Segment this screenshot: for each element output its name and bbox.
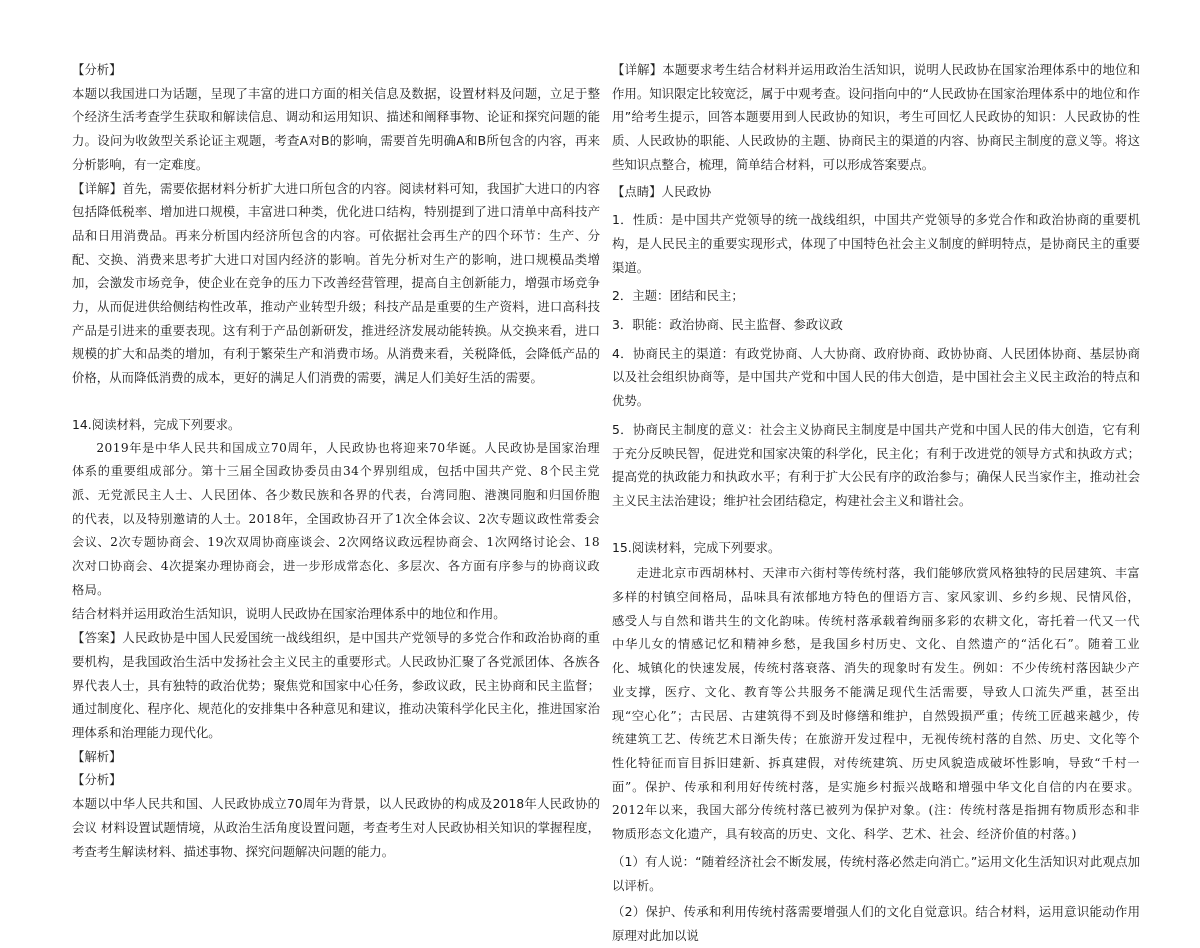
detail-text: 【详解】首先，需要依据材料分析扩大进口所包含的内容。阅读材料可知，我国扩大进口的内容包括降低税率、增加进口规模，丰富进口种类，优化进口结构，特别提到了进口清单中高科技产品和日用消费品。再来分析国内经济所包含的内容。可依据社会再生产的四个环节：生产、分配、交换、消费来思考扩大进口对国内经济的影响。首先分析对生产的影响，进口规模品类增加，会激发市场竞争，使企业在竞争的压力下改善经营管理，提高自主创新能力，增强市场竞争力，从而促进供给侧结构性改革，推动产业转型升级；科技产品是重要的生产资料，进口高科技产品是引进来的重要表现。这有利于产品创新研发，推进经济发展动能转换。从交换来看，进口规模的扩大和品类的增加，有利于繁荣生产和消费市场。从消费来看，关税降低，会降低产品的价格，从而降低消费的成本，更好的满足人们消费的需要，满足人们美好生活的需要。 <box>72 180 600 386</box>
analysis-text-2: 本题以中华人民共和国、人民政协成立70周年为背景，以人民政协的构成及2018年人民政协的会议 材料设置试题情境，从政治生活角度设置问题，考查考生对人民政协相关知识的掌握程度，考查考生解读材料、描述事物、探究问题解决问题的能力。 <box>72 796 600 859</box>
question-15-title: 15.阅读材料，完成下列要求。 <box>612 539 781 555</box>
explanation-heading: 【解析】 <box>72 748 122 764</box>
tip-item: 3．职能：政治协商、民主监督、参政议政 <box>612 317 843 333</box>
detail-text-2: 【详解】本题要求考生结合材料并运用政治生活知识，说明人民政协在国家治理体系中的地位和作用。知识限定比较宽泛，属于中观考查。设问指向中的“人民政协在国家治理体系中的地位和作用”给考生提示，回答本题要用到人民政协的知识，考生可回忆人民政协的知识：人民政协的性质、人民政协的职能、人民政协的主题、协商民主的渠道的内容、协商民主制度的意义等。将这些知识点整合，梳理，简单结合材料，可以形成答案要点。 <box>612 62 1140 172</box>
tip-item: 1．性质：是中国共产党领导的统一战线组织，中国共产党领导的多党合作和政治协商的重要机构，是人民民主的重要实现形式，体现了中国特色社会主义制度的鲜明特点，是协商民主的重要渠道。 <box>612 212 1140 275</box>
analysis-heading: 【分析】 <box>72 62 122 77</box>
answer-text: 【答案】人民政协是中国人民爱国统一战线组织，是中国共产党领导的多党合作和政治协商的重要机构，是我国政治生活中发扬社会主义民主的重要形式。人民政协汇聚了各党派团体、各族各界代表人士，具有独特的政治优势；聚焦党和国家中心任务，参政议政，民主协商和民主监督；通过制度化、程序化、规范化的安排集中各种意见和建议，推动决策科学化民主化，推进国家治理体系和治理能力现代化。 <box>72 630 600 740</box>
question-15-sub-1: （1）有人说：“随着经济社会不断发展，传统村落必然走向消亡。”运用文化生活知识对此观点加以评析。 <box>612 853 1140 893</box>
tip-list <box>612 208 1140 512</box>
tip-heading: 【点睛】人民政协 <box>612 183 712 199</box>
tip-item: 4．协商民主的渠道：有政党协商、人大协商、政府协商、政协协商、人民团体协商、基层协商以及社会组织协商等，是中国共产党和中国人民的伟大创造，是中国社会主义民主政治的特点和优势。 <box>612 345 1140 409</box>
question-14-title: 14.阅读材料，完成下列要求。 <box>72 416 241 432</box>
question-14-material: 2019年是中华人民共和国成立70周年，人民政协也将迎来70华诞。人民政协是国家治理体系的重要组成部分。第十三届全国政协委员由34个界别组成，包括中国共产党、8个民主党派、无党派民主人士、人民团体、各少数民族和各界的代表，台湾同胞、港澳同胞和归国侨胞的代表，以及特别邀请的人士。2018年，全国政协召开了1次全体会议、2次专题议政性常委会会议、2次专题协商会、19次双周协商座谈会、2次网络议政远程协商会、1次网络讨论会、18次对口协商会、4次提案办理协商会，进一步形成常态化、多层次、各方面有序参与的协商议政格局。 <box>72 440 600 597</box>
left-column <box>72 58 600 863</box>
tip-item: 2．主题：团结和民主； <box>612 288 744 304</box>
question-15-sub-2: （2）保护、传承和利用传统村落需要增强人们的文化自觉意识。结合材料，运用意识能动作用原理对此加以说 <box>612 904 1140 943</box>
tip-item: 5．协商民主制度的意义：社会主义协商民主制度是中国共产党和中国人民的伟大创造，它有利于充分反映民智，促进党和国家决策的科学化，民主化；有利于改进党的领导方式和执政方式；提高党的执政能力和执政水平；有利于扩大公民有序的政治参与；确保人民当家作主，推动社会主义民主法治建设；维护社会团结稳定，构建社会主义和谐社会。 <box>612 421 1140 508</box>
question-14-prompt: 结合材料并运用政治生活知识，说明人民政协在国家治理体系中的地位和作用。 <box>72 606 506 622</box>
analysis-heading-2: 【分析】 <box>72 772 122 788</box>
analysis-text: 本题以我国进口为话题，呈现了丰富的进口方面的相关信息及数据，设置材料及问题，立足于整个经济生活考查学生获取和解读信息、调动和运用知识、描述和阐释事物、论证和探究问题的能力。设问为收敛型关系论证主观题，考查A对B的影响，需要首先明确A和B所包含的内容，再来分析影响，有一定难度。 <box>72 85 600 172</box>
right-column <box>612 58 1140 948</box>
question-15-material: 走进北京市西胡林村、天津市六街村等传统村落，我们能够欣赏风格独特的民居建筑、丰富多样的村镇空间格局，品味具有浓郁地方特色的俚语方言、家风家训、乡约乡规、民情风俗，感受人与自然和谐共生的文化韵味。传统村落承载着绚丽多彩的农耕文化，寄托着一代又一代中华儿女的情感记忆和精神乡愁，是我国乡村历史、文化、自然遗产的“活化石”。随着工业化、城镇化的快速发展，传统村落衰落、消失的现象时有发生。例如：不少传统村落因缺少产业支撑，医疗、文化、教育等公共服务不能满足现代生活需要，导致人口流失严重，甚至出现“空心化”；古民居、古建筑得不到及时修缮和维护，自然毁损严重；传统工匠越来越少，传统建筑工艺、传统艺术日渐失传；在旅游开发过程中，无视传统村落的自然、历史、文化等个性化特征而盲目拆旧建新、拆真建假，对传统建筑、历史风貌造成破坏性影响，导致“千村一面”。保护、传承和利用好传统村落，是实施乡村振兴战略和增强中华文化自信的内在要求。2012年以来，我国大部分传统村落已被列为保护对象。(注：传统村落是指拥有物质形态和非物质形态文化遗产，具有较高的历史、文化、科学、艺术、社会、经济价值的村落。) <box>612 566 1140 842</box>
